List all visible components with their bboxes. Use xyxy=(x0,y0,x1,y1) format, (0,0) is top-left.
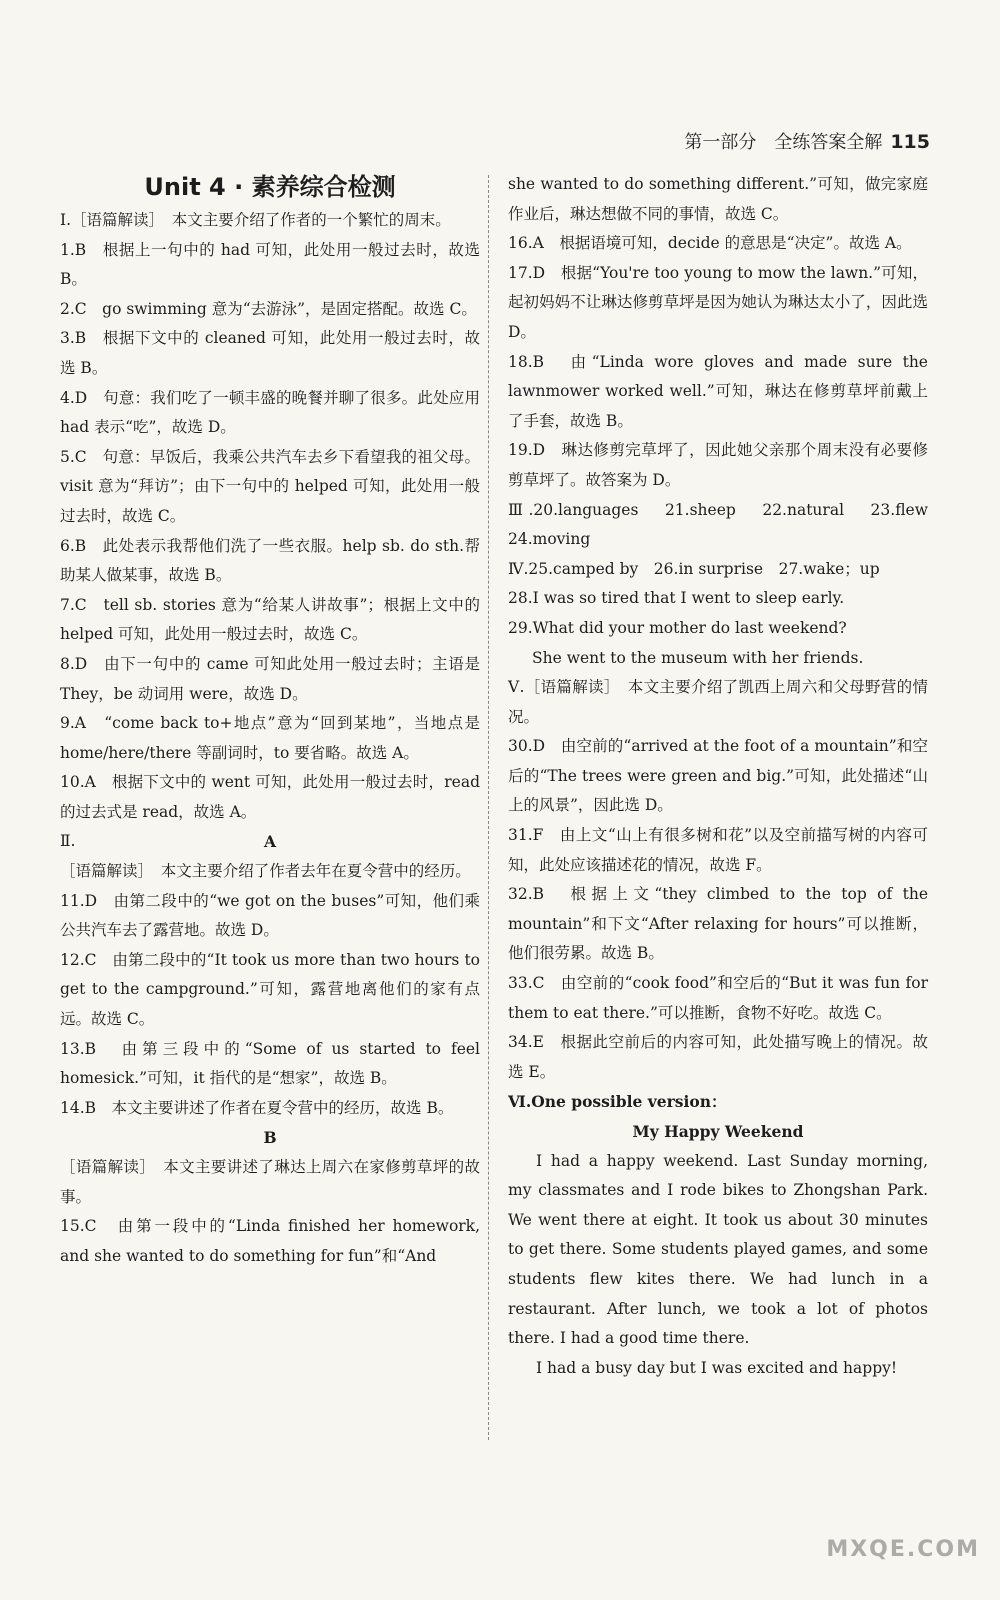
left-column xyxy=(60,170,480,1271)
answer-item: 17.D 根据“You're too young to mow the lawn.”可知，起初妈妈不让琳达修剪草坪是因为她认为琳达太小了，因此选 D。 xyxy=(508,263,928,341)
part-b-heading: B xyxy=(263,1128,277,1148)
answer-item: 3.B 根据下文中的 cleaned 可知，此处用一般过去时，故选 B。 xyxy=(60,329,480,377)
answer-item: 12.C 由第二段中的“It took us more than two hours to get to the campground.”可知，露营地离他们的家有点远。故选 C。 xyxy=(60,950,480,1029)
section-label: 第一部分 全练答案全解 xyxy=(684,132,883,153)
answer-item: 10.A 根据下文中的 went 可知，此处用一般过去时，read 的过去式是 read，故选 A。 xyxy=(60,773,480,821)
answer-item: 29.What did your mother do last weekend? xyxy=(508,618,847,637)
composition-paragraph: I had a busy day but I was excited and happy! xyxy=(536,1358,898,1377)
answer-item: 32.B 根据上文“they climbed to the top of the mountain”和下文“After relaxing for hours”可以推断，他们很劳累。故选 B。 xyxy=(508,885,928,963)
answer-item: ［语篇解读］ 本文主要讲述了琳达上周六在家修剪草坪的故事。 xyxy=(60,1158,480,1206)
page-header xyxy=(684,128,930,154)
composition xyxy=(508,1117,928,1383)
answer-item: 31.F 由上文“山上有很多树和花”以及空前描写树的内容可知，此处应该描述花的情况，故选 F。 xyxy=(508,826,928,874)
answer-item: she wanted to do something different.”可知，做完家庭作业后，琳达想做不同的事情，故选 C。 xyxy=(508,175,928,223)
answer-item: 16.A 根据语境可知，decide 的意思是“决定”。故选 A。 xyxy=(508,234,912,253)
answer-item: Ⅴ.［语篇解读］ 本文主要介绍了凯西上周六和父母野营的情况。 xyxy=(508,678,928,726)
answer-item: 15.C 由第一段中的“Linda finished her homework, and she wanted to do something for fun”和“And xyxy=(60,1217,480,1265)
answer-item: She went to the museum with her friends. xyxy=(532,648,864,667)
answer-item: 13.B 由第三段中的“Some of us started to feel homesick.”可知，it 指代的是“想家”，故选 B。 xyxy=(60,1039,480,1088)
composition-title: My Happy Weekend xyxy=(632,1122,804,1141)
part-a-heading: A xyxy=(263,832,277,852)
answer-item: 34.E 根据此空前后的内容可知，此处描写晚上的情况。故选 E。 xyxy=(508,1033,928,1081)
answer-item: 33.C 由空前的“cook food”和空后的“But it was fun for them to eat there.”可以推断，食物不好吃。故选 C。 xyxy=(508,974,928,1022)
answer-item: Ⅰ.［语篇解读］ 本文主要介绍了作者的一个繁忙的周末。 xyxy=(60,211,451,229)
answer-item: 28.I was so tired that I went to sleep early. xyxy=(508,589,845,608)
answer-item: 14.B 本文主要讲述了作者在夏令营中的经历，故选 B。 xyxy=(60,1098,454,1117)
answer-item: 8.D 由下一句中的 came 可知此处用一般过去时；主语是 They，be 动词用 were，故选 D。 xyxy=(60,654,480,703)
page-number: 115 xyxy=(890,131,930,153)
column-divider xyxy=(488,175,489,1440)
composition-paragraph: I had a happy weekend. Last Sunday morning, my classmates and I rode bikes to Zhongshan Park. We went there at eight. It took us about 30 minutes to get there. Some students played games, and some students flew kites there. We had lunch in a restaurant. After lunch, we took a lot of photos there. I had a good time there. xyxy=(508,1151,928,1348)
section-number: Ⅱ. xyxy=(60,832,76,851)
answer-item: Ⅵ.One possible version： xyxy=(508,1092,727,1112)
answer-item: ［语篇解读］ 本文主要介绍了作者去年在夏令营中的经历。 xyxy=(60,862,471,881)
right-column xyxy=(508,170,944,1383)
page-title: Unit 4 · 素养综合检测 xyxy=(144,173,396,201)
answer-item: 9.A “come back to+地点”意为“回到某地”，当地点是 home/here/there 等副词时，to 要省略。故选 A。 xyxy=(60,714,480,762)
watermark: MXQE.COM xyxy=(826,1537,980,1562)
answer-item: 18.B 由“Linda wore gloves and made sure the lawnmower worked well.”可知，琳达在修剪草坪前戴上了手套，故选 B。 xyxy=(508,352,928,430)
answer-item: 5.C 句意：早饭后，我乘公共汽车去乡下看望我的祖父母。visit 意为“拜访”；由下一句中的 helped 可知，此处用一般过去时，故选 C。 xyxy=(60,447,480,525)
answer-item: Ⅳ.25.camped by 26.in surprise 27.wake；up xyxy=(508,559,880,578)
section-label xyxy=(60,827,480,857)
answer-item: 2.C go swimming 意为“去游泳”，是固定搭配。故选 C。 xyxy=(60,299,477,318)
answer-item: 4.D 句意：我们吃了一顿丰盛的晚餐并聊了很多。此处应用 had 表示“吃”，故选 D。 xyxy=(60,388,480,437)
answer-item: Ⅲ.20.languages 21.sheep 22.natural 23.flew 24.moving xyxy=(508,500,944,549)
answer-item: 11.D 由第二段中的“we got on the buses”可知，他们乘公共汽车去了露营地。故选 D。 xyxy=(60,891,480,940)
answer-item: 30.D 由空前的“arrived at the foot of a mountain”和空后的“The trees were green and big.”可知，此处描述“山上的风景”，因此选 D。 xyxy=(508,737,928,815)
answer-item: 6.B 此处表示我帮他们洗了一些衣服。help sb. do sth.帮助某人做某事，故选 B。 xyxy=(60,536,480,585)
answer-item: 1.B 根据上一句中的 had 可知，此处用一般过去时，故选 B。 xyxy=(60,240,480,289)
answer-item: 7.C tell sb. stories 意为“给某人讲故事”；根据上文中的 helped 可知，此处用一般过去时，故选 C。 xyxy=(60,595,480,644)
answer-item: 19.D 琳达修剪完草坪了，因此她父亲那个周末没有必要修剪草坪了。故答案为 D。 xyxy=(508,441,928,489)
